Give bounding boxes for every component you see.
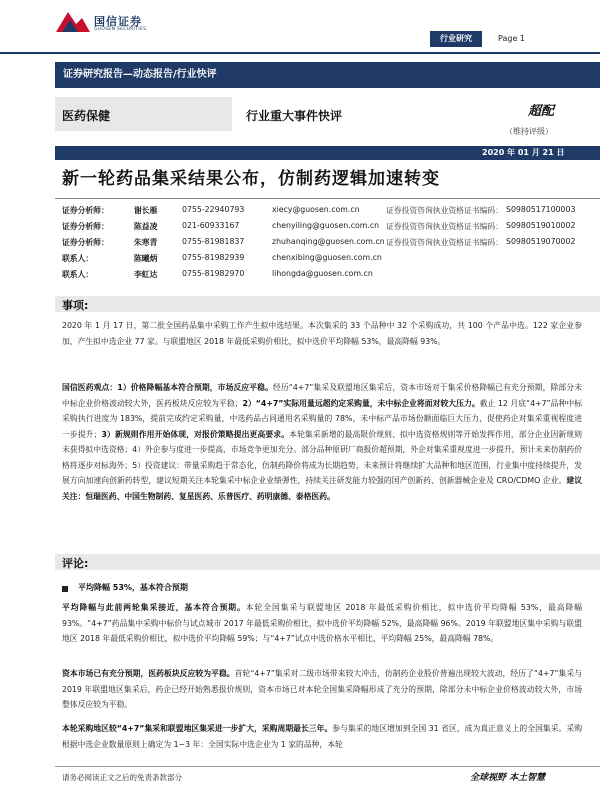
analyst-cert-label: 证券投资咨询执业资格证书编码： (386, 206, 503, 215)
view-lead: 国信医药观点：1）价格降幅基本符合预期，市场反应平稳。 (62, 383, 273, 392)
view-point-3: 本轮集采新增的最高限价规则、拟中选资格规则等开始发挥作用，部分企业因新规则未获得拟中选资格；4）外企参与度进一步提高，市场竞争更加充分。部分品种原研厂商报价超预期，外企对集采重视度进一步提升，预计未来仿制药价格将逐步对标海外；5）投资建议：带量采购趋于常态化，仿制药降价将成为长期趋势，未来预计将继续扩大品种和地区范围，行业集中度持续提升，发展方向加速向创新药转型，建议短期关注本轮集采中标企业业绩弹性，持续关注研发能力较强的国产创新药、创新器械企业及 CRO/CDMO 企业。 (62, 429, 583, 485)
brand-logo-icon (56, 10, 90, 32)
view-point-2: 截止 12 月底“4+7”品种中标采购执行进度为 183%，提前完成约定采购量，中选药品占同通用名采购量的 78%，未中标产品市场份额面临巨大压力，促使药企对集采重视程度进一步提升； (62, 398, 582, 439)
recommended-stocks: 建议关注：恒瑞医药、中国生物制药、复星医药、乐普医疗、药明康德、泰格医药。 (62, 476, 583, 501)
contact-phone: 0755-81982939 (182, 253, 245, 262)
page-title: 新一轮药品集采结果公布，仿制药逻辑加速转变 (62, 169, 440, 189)
brand-name-en: GUOSEN SECURITIES (94, 27, 147, 32)
report-date: 2020 年 01 月 21 日 (482, 148, 565, 157)
review-paragraph-3 (62, 721, 582, 752)
analyst-cert-number: S0980519010002 (506, 221, 576, 230)
view-point-1: 经历“4+7”集采及联盟地区集采后，资本市场对于集采价格降幅已有充分预期，除部分未中标企业价格波动较大外，医药板块反应较为平稳； (62, 383, 582, 408)
analyst-email[interactable]: xiecy@guosen.com.cn (272, 205, 360, 214)
view-point-2-lead: 2）“4+7”实际用量远超约定采购量，未中标企业将面对较大压力。 (242, 398, 480, 408)
review-p1-lead: 平均降幅与此前两轮集采接近，基本符合预期。 (62, 603, 246, 612)
contact-row (62, 253, 592, 269)
analyst-phone: 0755-81981837 (182, 237, 245, 246)
footer-slogan: 全球视野 本土智慧 (470, 773, 546, 783)
review-paragraph-1 (62, 600, 582, 647)
analyst-email[interactable]: chenyiling@guosen.com.cn (272, 221, 380, 230)
contact-role: 联系人： (62, 254, 94, 263)
review-paragraph-2 (62, 666, 582, 713)
header-divider (0, 52, 600, 54)
rating: 超配 (528, 104, 555, 119)
analyst-phone: 021-60933167 (182, 221, 240, 230)
analyst-role: 证券分析师： (62, 222, 109, 231)
analyst-phone: 0755-22940793 (182, 205, 245, 214)
event-section-bar (55, 296, 600, 312)
doc-type-label: 行业重大事件快评 (246, 109, 343, 123)
review-p1-text: 本轮全国集采与联盟地区 2018 年最低采购价相比，拟中选价平均降幅 53%，最高降幅 93%。“4+7”药品集中采购中标价与试点城市 2017 年最低采购价相比，拟中选价平均降幅 52%，最高降幅 96%。2019 年联盟地区集中采购与联盟地区 2018 年最低采购价相比，拟中选价平均降幅 59%；与“4+7”试点中选价格水平相比，平均降幅 25%，最高降幅 78%。 (62, 603, 582, 643)
review-subheading: 平均降幅 53%，基本符合预期 (78, 583, 188, 592)
analyst-cert-label: 证券投资咨询执业资格证书编码： (386, 222, 503, 231)
sector-label: 医药保健 (62, 109, 111, 123)
rating-note: （维持评级） (505, 127, 553, 136)
footer-divider (55, 766, 600, 767)
contact-name: 陈曦炳 (134, 254, 158, 263)
analyst-email[interactable]: zhuhanqing@guosen.com.cn (272, 237, 385, 246)
contact-row (62, 269, 592, 285)
review-heading: 评论: (62, 557, 89, 570)
contact-role: 联系人： (62, 270, 94, 279)
page-number: Page 1 (498, 34, 525, 43)
analyst-row (62, 205, 592, 221)
analyst-cert-number: S0980517100003 (506, 205, 576, 214)
brand-name: 国信证券 (94, 15, 142, 28)
analyst-name: 谢长雁 (134, 206, 158, 215)
contact-email[interactable]: chenxibing@guosen.com.cn (272, 253, 382, 262)
analyst-row (62, 237, 592, 253)
review-p3-lead: 本轮采购地区较“4+7”集采和联盟地区集采进一步扩大，采购周期最长三年。 (62, 724, 333, 733)
report-type-banner: 证券研究报告—动态报告/行业快评 (55, 62, 600, 88)
analyst-row (62, 221, 592, 237)
contact-phone: 0755-81982970 (182, 269, 245, 278)
analyst-role: 证券分析师： (62, 238, 109, 247)
review-section-bar (55, 554, 600, 570)
title-divider (55, 198, 600, 199)
review-p3-text: 参与集采的地区增加到全国 31 省区，成为真正意义上的全国集采。采购根据中选企业数量原则上确定为 1~3 年：全国实际中选企业为 1 家的品种，本轮 (62, 724, 583, 749)
contact-email[interactable]: lihongda@guosen.com.cn (272, 269, 373, 278)
contact-name: 李虹达 (134, 270, 158, 279)
disclaimer-note: 请务必阅读正文之后的免责条款部分 (62, 773, 182, 782)
review-p2-text: 首轮“4+7”集采对二级市场带来较大冲击，仿制药企业股价普遍出现较大波动，经历了“4+7”集采与 2019 年联盟地区集采后，药企已经开始熟悉报价规则，资本市场已对本轮全国集采降幅形成了充分的预期，除部分未中标企业价格波动较大外，市场整体反应较为平稳。 (62, 669, 582, 709)
report-category-badge: 行业研究 (430, 31, 482, 47)
review-p2-lead: 资本市场已有充分预期，医药板块反应较为平稳。 (62, 669, 235, 678)
event-heading: 事项: (62, 299, 89, 312)
event-paragraph: 2020 年 1 月 17 日，第二批全国药品集中采购工作产生拟中选结果。本次集采的 33 个品种中 32 个采购成功，共 100 个产品中选。122 家企业参加，产生拟中选企业 77 家。与联盟地区 2018 年最低采购价相比，拟中选价平均降幅 53%，最高降幅 93%。 (62, 321, 582, 346)
view-paragraph (62, 380, 582, 504)
bullet-square-icon (62, 586, 68, 592)
analyst-name: 陈益凌 (134, 222, 158, 231)
view-point-3-lead: 3）新规则作用开始体现，对报价策略提出更高要求。 (101, 429, 290, 439)
analyst-role: 证券分析师： (62, 206, 109, 215)
analyst-name: 朱寒青 (134, 238, 158, 247)
analyst-cert-label: 证券投资咨询执业资格证书编码： (386, 238, 503, 247)
analyst-cert-number: S0980519070002 (506, 237, 576, 246)
